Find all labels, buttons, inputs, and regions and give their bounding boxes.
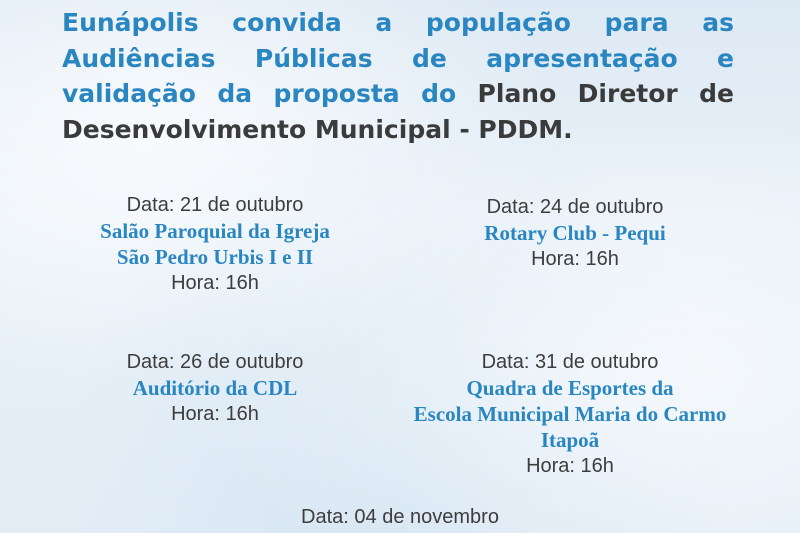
event-hour: Hora: 16h [171,403,259,425]
event-card-5 [250,504,550,530]
event-card-2 [420,194,730,272]
intro-line-3-highlight: validação da proposta do [62,79,478,108]
event-date: Data: 26 de outubro [126,351,304,373]
event-date: Data: 31 de outubro [481,351,659,373]
event-venue-line: Rotary Club - Pequi [484,221,666,245]
event-venue-line: Itapoã [540,428,600,452]
event-venue-line: Quadra de Esportes da [466,376,674,400]
event-date: Data: 24 de outubro [486,196,664,218]
event-venue-line: Auditório da CDL [132,376,298,400]
event-venue-line: Escola Municipal Maria do Carmo [413,402,727,426]
event-date: Data: 04 de novembro [301,506,499,528]
intro-line-2: Audiências Públicas de apresentação e [62,43,734,73]
event-card-3 [60,349,370,427]
event-card-4 [370,349,770,479]
intro-line-1: Eunápolis convida a população para as [62,8,734,37]
event-venue-line: Salão Paroquial da Igreja [100,219,330,243]
plan-name-end: Desenvolvimento Municipal - PDDM. [62,114,573,144]
event-card-1 [60,192,370,296]
intro-line-3 [62,76,734,112]
event-hour: Hora: 16h [531,248,619,270]
event-hour: Hora: 16h [171,272,259,294]
invitation-intro [62,5,734,147]
plan-name-start: Plano Diretor de [477,79,734,108]
event-date: Data: 21 de outubro [126,194,304,216]
event-venue-line: São Pedro Urbis I e II [116,245,314,269]
event-hour: Hora: 16h [526,455,614,477]
